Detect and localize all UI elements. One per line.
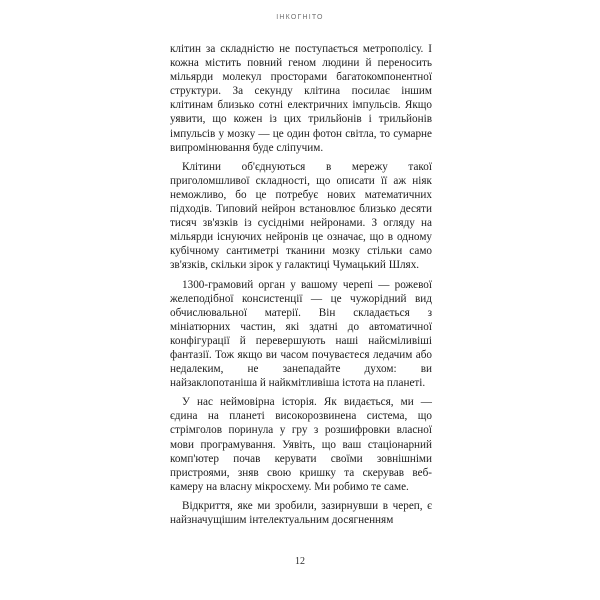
paragraph-5: Відкриття, яке ми зробили, зазирнувши в череп, є найзначущішим інтелектуальним досягненням: [170, 499, 432, 526]
paragraph-2: Клітини об'єднуються в мережу такої приголомшливої складності, що описати її аж ніяк неможливо, бо це потребує нових математичних підходів. Типовий нейрон встановлює близько десяти тисяч зв'язків із сусідніми нейронами. З огляду на мільярди існуючих нейронів це означає, що в одному кубічному сантиметрі тканини мозку стільки само зв'язків, скільки зірок у галактиці Чумацький Шлях.: [170, 160, 432, 272]
paragraph-3: 1300-грамовий орган у вашому черепі — рожевої желеподібної консистенції — це чужорідний вид обчислювальної матерії. Він складається з мініатюрних частин, які здатні до автоматичної конфігурації й перевершують наші найсміливіші фантазії. Тож якщо ви часом почуваєтеся ледачим або недалеким, не занепадайте духом: ви найзаклопотаніша й найкмітливіша істота на планеті.: [170, 278, 432, 390]
paragraph-4: У нас неймовірна історія. Як видається, ми — єдина на планеті високорозвинена система, що стрімголов поринула у гру з розшифровки власної мови програмування. Уявіть, що ваш стаціонарний комп'ютер почав керувати своїми зовнішніми пристроями, зняв свою кришку та скерував веб-камеру на власну мікросхему. Ми робимо те саме.: [170, 396, 432, 493]
page-number: 12: [295, 556, 305, 567]
running-head: ІНКОГНІТО: [276, 14, 324, 21]
paragraph-1: клітин за складністю не поступається метрополісу. І кожна містить повний геном людини й переносить мільярди молекул просторами багатокомпонентної структури. За секунду клітина посилає іншим клітинам близько сотні електричних імпульсів. Якщо уявити, що кожен із цих трильйонів і трильйонів імпульсів у мозку — це один фотон світла, то сумарне випромінювання буде сліпучим.: [170, 43, 432, 154]
body-text: [170, 42, 432, 527]
